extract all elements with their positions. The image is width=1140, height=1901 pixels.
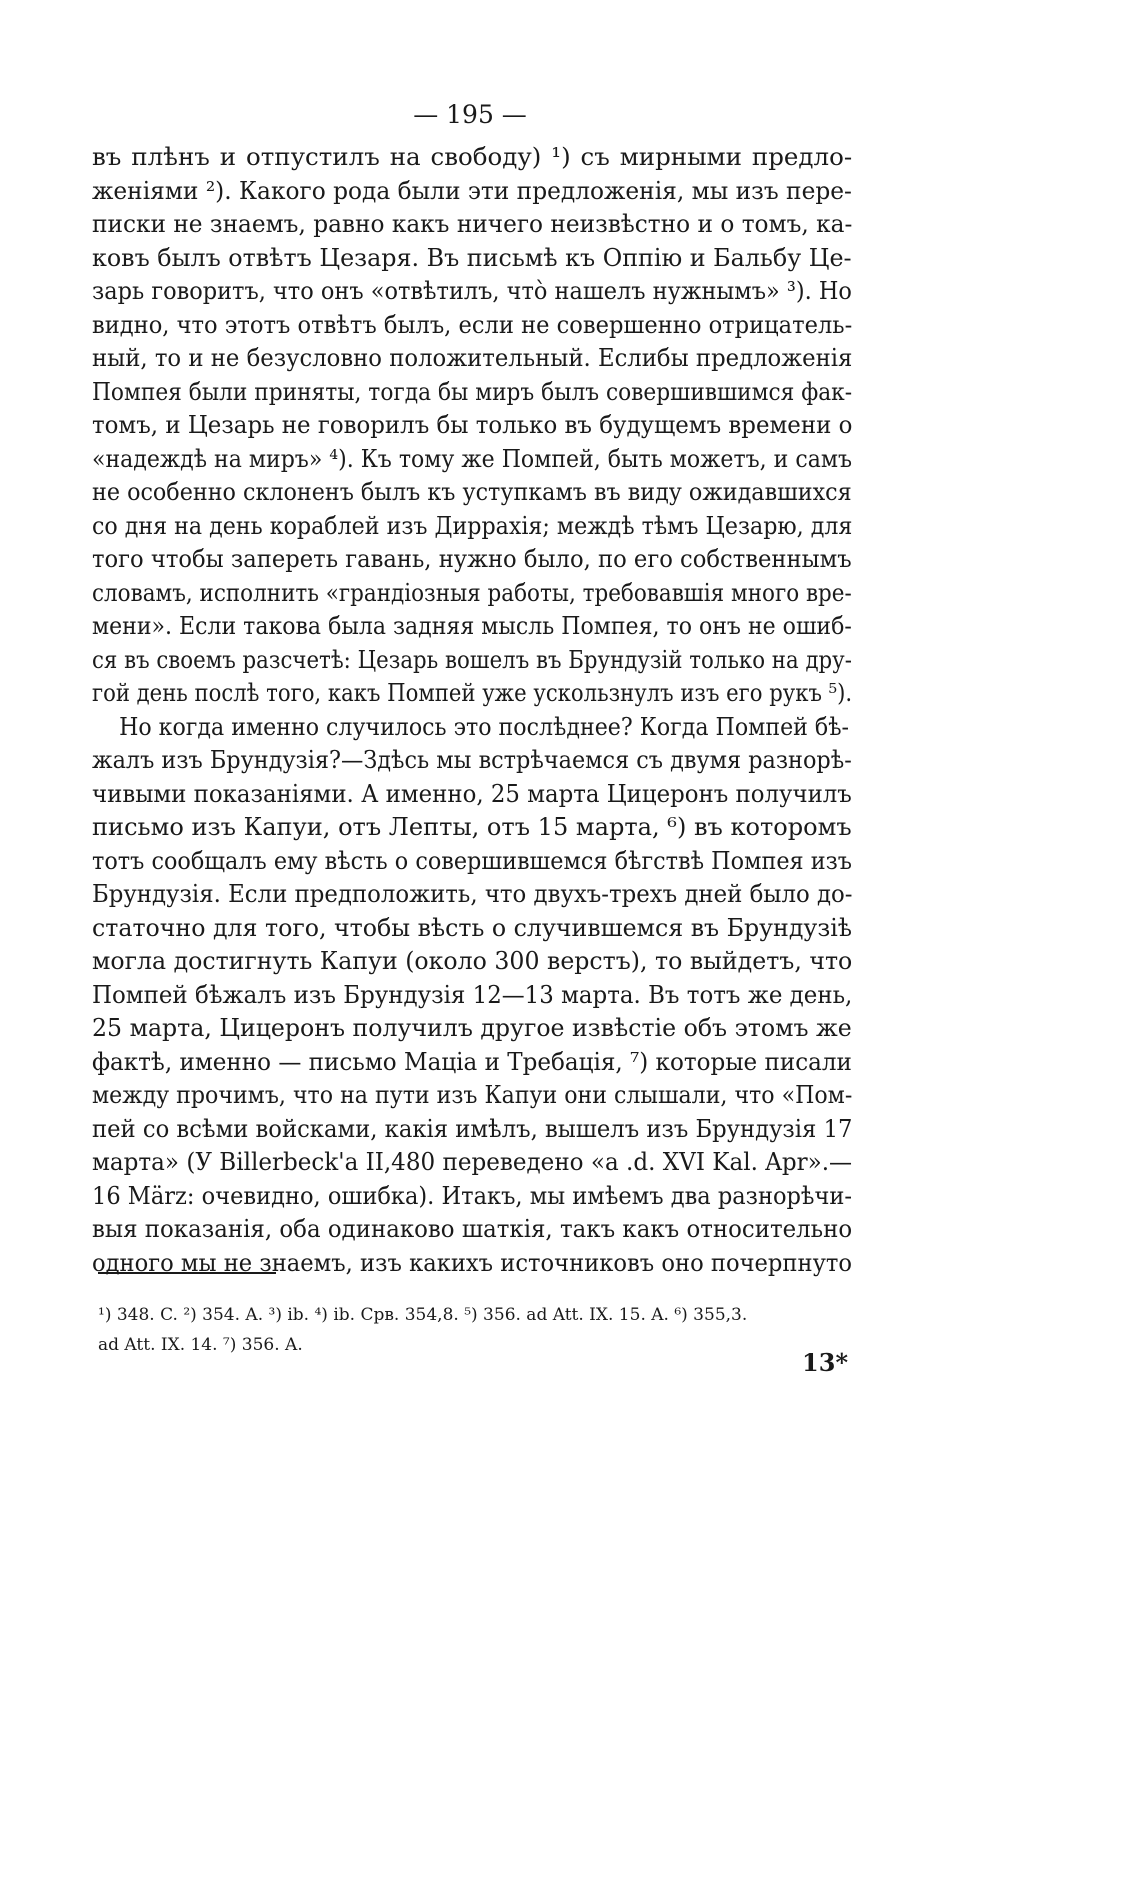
text-line: 16 März: очевидно, ошибка). Итакъ, мы имѣемъ два разнорѣчи- bbox=[92, 1180, 853, 1210]
text-line: видно, что этотъ отвѣтъ былъ, если не совершенно отрицатель- bbox=[92, 309, 853, 339]
text-line: Но когда именно случилось это послѣднее? Когда Помпей бѣ- bbox=[119, 711, 850, 741]
text-line: «надеждѣ на миръ» ⁴). Къ тому же Помпей, быть можетъ, и самъ bbox=[92, 443, 853, 473]
text-line: между прочимъ, что на пути изъ Капуи они слышали, что «Пом- bbox=[92, 1080, 853, 1109]
text-line: ный, то и не безусловно положительный. Еслибы предложенія bbox=[92, 343, 853, 372]
text-line: марта» (У Billerbeck'а II,480 переведено «a .d. XVI Kal. Apr».— bbox=[92, 1147, 853, 1176]
text-line: со дня на день кораблей изъ Диррахія; междѣ тѣмъ Цезарю, для bbox=[92, 510, 853, 540]
text-line: тотъ сообщалъ ему вѣсть о совершившемся бѣгствѣ Помпея изъ bbox=[92, 845, 852, 875]
text-line: не особенно склоненъ былъ къ уступкамъ въ виду ожидавшихся bbox=[92, 477, 852, 506]
text-line: жалъ изъ Брундузія?—Здѣсь мы встрѣчаемся съ двумя разнорѣ- bbox=[92, 745, 852, 774]
text-line: 25 марта, Цицеронъ получилъ другое извѣстіе объ этомъ же bbox=[92, 1013, 852, 1042]
text-line: ся въ своемъ разсчетѣ: Цезарь вошелъ въ Брундузій только на дру- bbox=[92, 644, 852, 674]
text-line: Помпей бѣжалъ изъ Брундузія 12—13 марта. Въ тотъ же день, bbox=[92, 979, 853, 1009]
printer-signature-mark: 13* bbox=[802, 1348, 848, 1377]
text-line: Брундузія. Если предположить, что двухъ-трехъ дней было до- bbox=[92, 879, 853, 908]
text-line: письмо изъ Капуи, отъ Лепты, отъ 15 марта, ⁶) въ которомъ bbox=[92, 812, 852, 841]
footnotes bbox=[98, 1300, 858, 1360]
text-line: выя показанія, оба одинаково шаткія, такъ какъ относительно bbox=[92, 1214, 853, 1243]
text-line: фактѣ, именно — письмо Маціа и Требація, ⁷) которые писали bbox=[92, 1046, 852, 1076]
text-line: могла достигнуть Капуи (около 300 верстъ), то выйдетъ, что bbox=[92, 946, 853, 975]
text-line: мени». Если такова была задняя мысль Помпея, то онъ не ошиб- bbox=[92, 611, 852, 640]
page-number: — 195 — bbox=[413, 100, 527, 129]
text-line: статочно для того, чтобы вѣсть о случившемся въ Брундузіѣ bbox=[92, 912, 853, 942]
text-line: гой день послѣ того, какъ Помпей уже ускользнулъ изъ его рукъ ⁵). bbox=[92, 678, 853, 707]
text-line: въ плѣнъ и отпустилъ на свободу) ¹) съ мирными предло- bbox=[92, 142, 853, 171]
text-line: ковъ былъ отвѣтъ Цезаря. Въ письмѣ къ Оппію и Бальбу Це- bbox=[92, 242, 852, 272]
footnote-line: ad Att. IX. 14. ⁷) 356. A. bbox=[98, 1335, 303, 1355]
paragraph-1 bbox=[92, 140, 852, 710]
text-line: томъ, и Цезарь не говорилъ бы только въ будущемъ времени о bbox=[92, 410, 853, 439]
text-line: женіями ²). Какого рода были эти предложенія, мы изъ пере- bbox=[92, 175, 852, 205]
text-line: чивыми показаніями. А именно, 25 марта Цицеронъ получилъ bbox=[92, 778, 852, 808]
text-line: пей со всѣми войсками, какія имѣлъ, вышелъ изъ Брундузія 17 bbox=[92, 1113, 853, 1143]
text-line: зарь говоритъ, что онъ «отвѣтилъ, что̀ нашелъ нужнымъ» ³). Но bbox=[92, 276, 852, 305]
main-text bbox=[92, 140, 852, 1279]
text-line: писки не знаемъ, равно какъ ничего неизвѣстно и о томъ, ка- bbox=[92, 209, 853, 238]
text-line: Помпея были приняты, тогда бы миръ былъ совершившимся фак- bbox=[92, 376, 853, 406]
footnote-separator bbox=[98, 1272, 276, 1274]
footnote-line: ¹) 348. C. ²) 354. A. ³) ib. ⁴) ib. Срв. 354,8. ⁵) 356. ad Att. IX. 15. A. ⁶) 355,3. bbox=[98, 1305, 748, 1325]
text-line: одного мы не знаемъ, изъ какихъ источниковъ оно почерпнуто bbox=[92, 1247, 853, 1277]
text-line: того чтобы запереть гавань, нужно было, по его собственнымъ bbox=[92, 544, 852, 573]
text-line: словамъ, исполнить «грандіозныя работы, требовавшія много вре- bbox=[92, 577, 852, 607]
paragraph-2 bbox=[92, 710, 852, 1280]
